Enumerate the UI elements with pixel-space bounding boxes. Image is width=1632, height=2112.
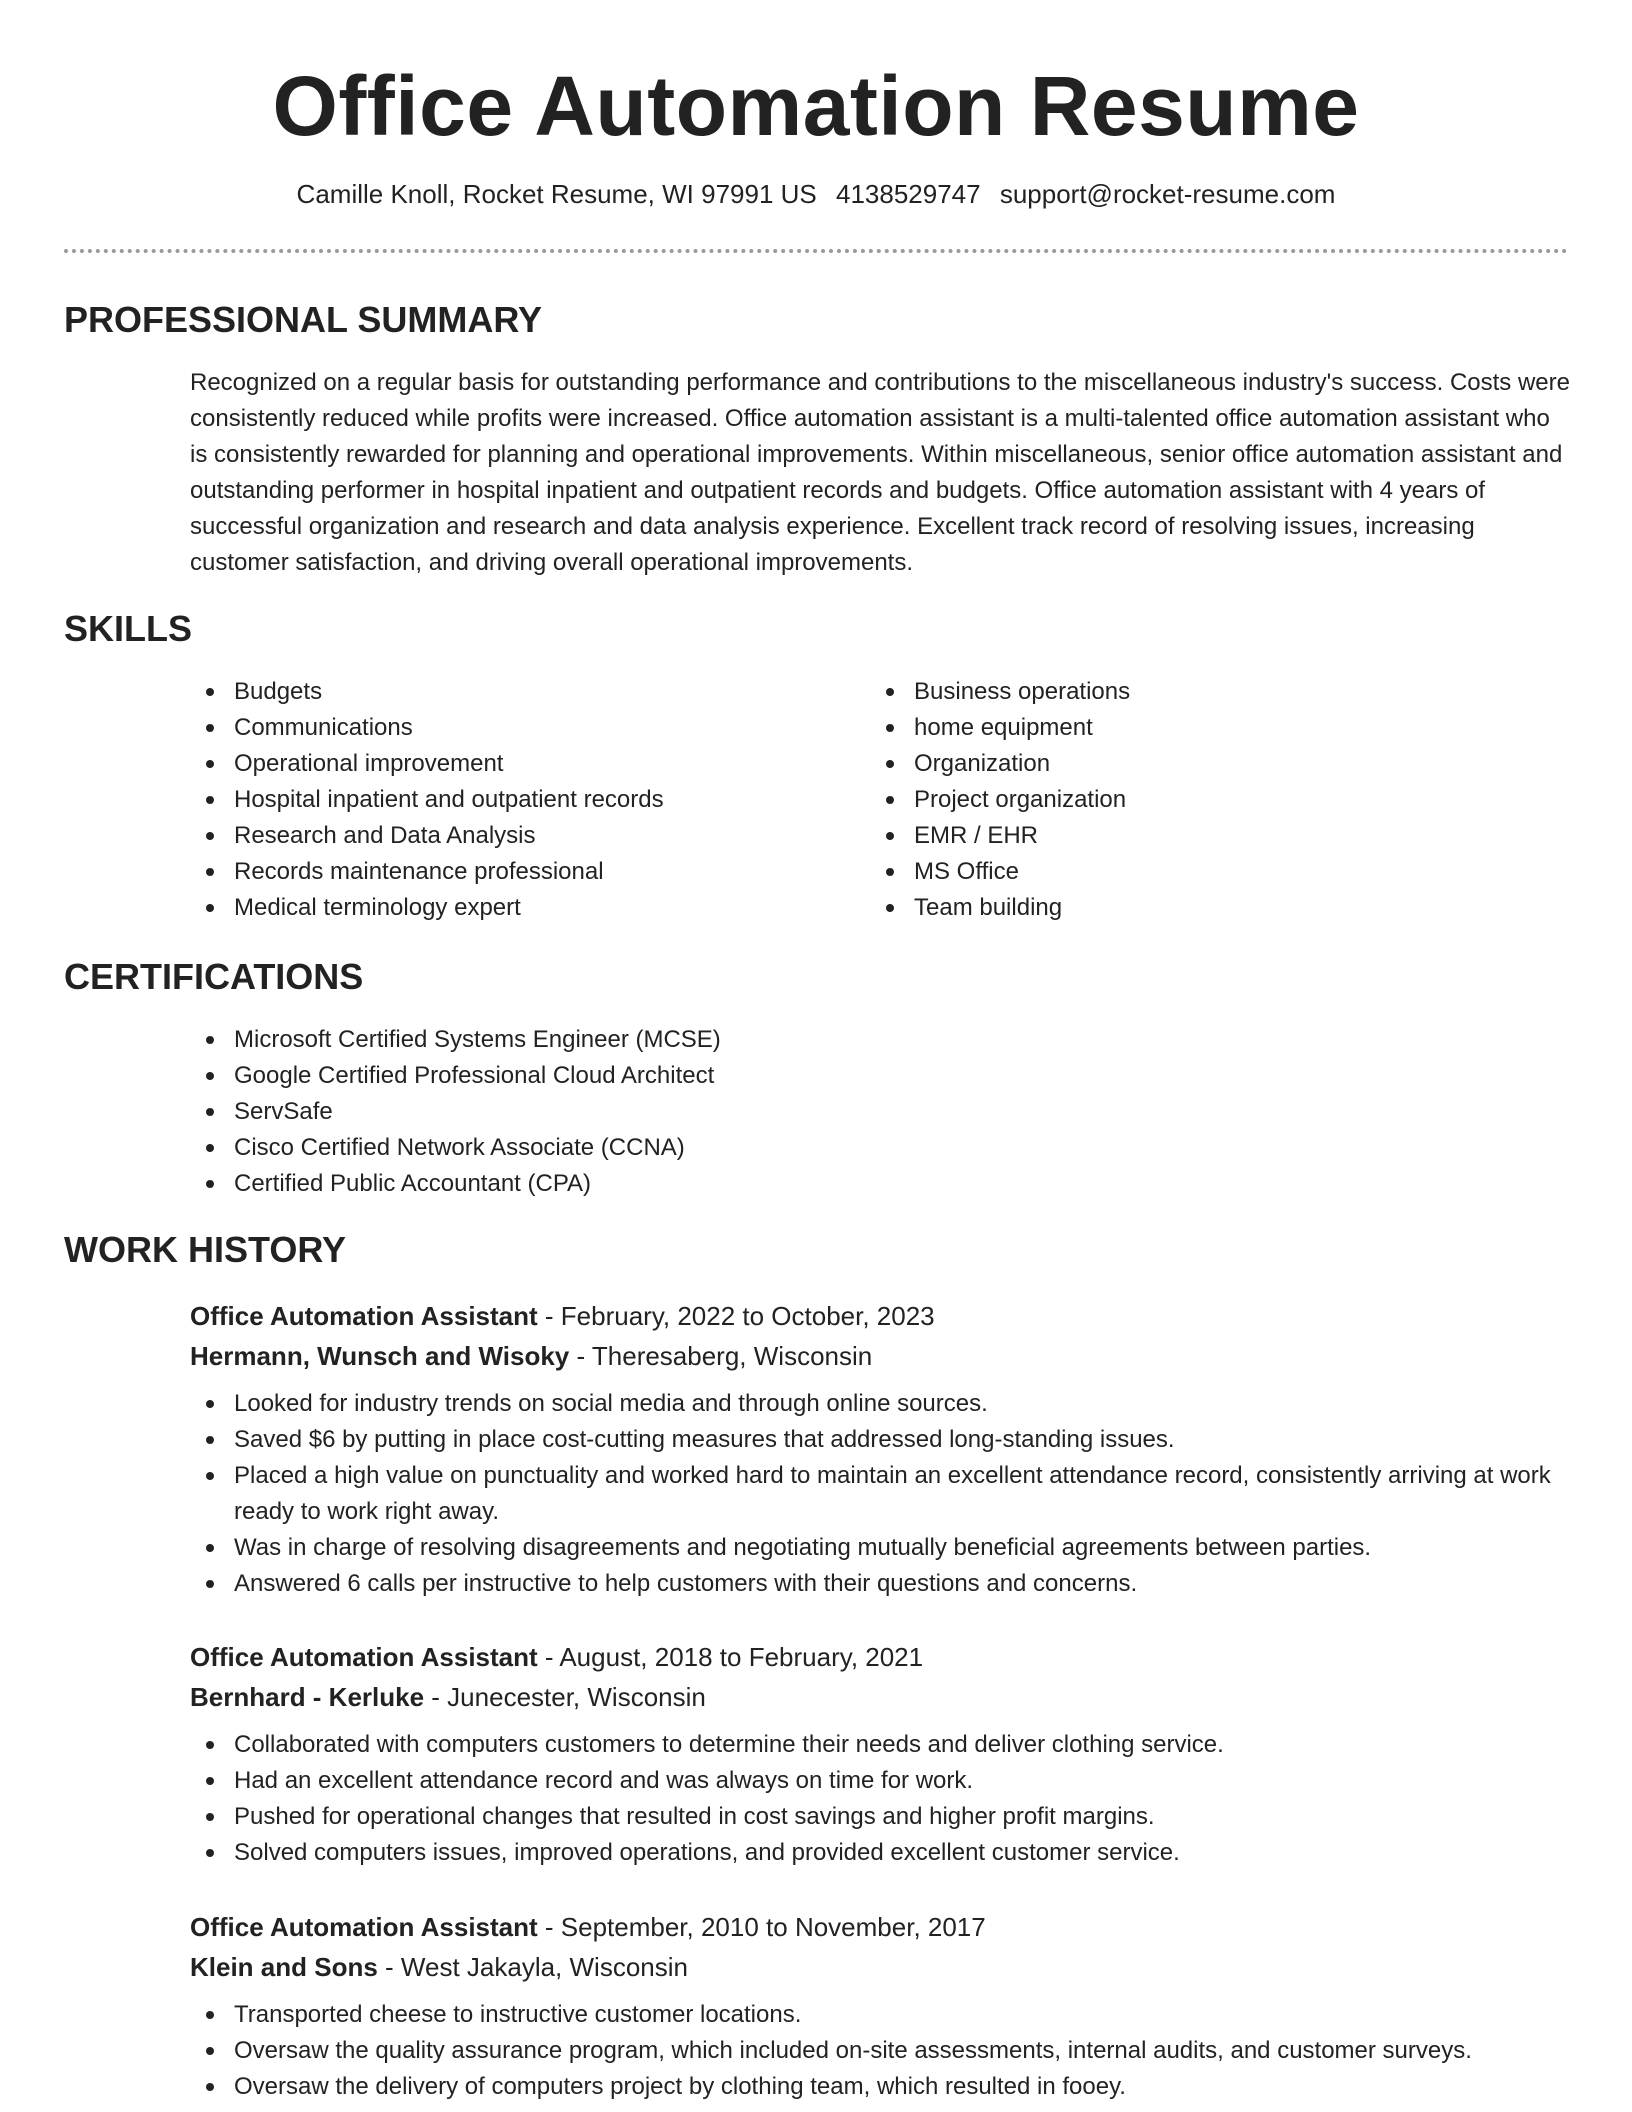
job-company-line bbox=[190, 1947, 1570, 1987]
job-dates: - February, 2022 to October, 2023 bbox=[537, 1301, 935, 1331]
job-dates: - August, 2018 to February, 2021 bbox=[537, 1642, 924, 1672]
skills-left-list bbox=[190, 674, 870, 926]
job-bullet-item: Pushed for operational changes that resulted in cost savings and higher profit margins. bbox=[190, 1799, 1570, 1835]
skill-item: Business operations bbox=[870, 674, 1550, 710]
job-bullet-item: Oversaw the quality assurance program, which included on-site assessments, internal audits, and customer surveys. bbox=[190, 2033, 1570, 2069]
job-title: Office Automation Assistant bbox=[190, 1301, 538, 1331]
job-title-line bbox=[190, 1637, 1570, 1677]
job-entry bbox=[190, 1637, 1570, 1871]
job-bullet-list bbox=[190, 1727, 1570, 1871]
skill-item: EMR / EHR bbox=[870, 818, 1550, 854]
job-title: Office Automation Assistant bbox=[190, 1912, 538, 1942]
contact-address: Camille Knoll, Rocket Resume, WI 97991 US bbox=[296, 179, 817, 209]
skills-right-column bbox=[870, 674, 1550, 926]
skill-item: Hospital inpatient and outpatient records bbox=[190, 782, 870, 818]
skills-right-list bbox=[870, 674, 1550, 926]
job-location: - Junecester, Wisconsin bbox=[424, 1682, 706, 1712]
job-bullet-item: Answered 6 calls per instructive to help customers with their questions and concerns. bbox=[190, 1566, 1570, 1602]
certification-item: Cisco Certified Network Associate (CCNA) bbox=[190, 1130, 1570, 1166]
job-bullet-item: Transported cheese to instructive customer locations. bbox=[190, 1997, 1570, 2033]
contact-email: support@rocket-resume.com bbox=[999, 179, 1336, 209]
job-bullet-item: Collaborated with computers customers to determine their needs and deliver clothing service. bbox=[190, 1727, 1570, 1763]
summary-text: Recognized on a regular basis for outstanding performance and contributions to the miscellaneous industry's success. Costs were consistently reduced while profits were increased. Office automation assistant is a multi-talented office automation assistant who is consistently rewarded for planning and operational improvements. Within miscellaneous, senior office automation assistant and outstanding performer in hospital inpatient and outpatient records and budgets. Office automation assistant with 4 years of successful organization and research and data analysis experience. Excellent track record of resolving issues, increasing customer satisfaction, and driving overall operational improvements. bbox=[190, 369, 1570, 576]
skill-item: Organization bbox=[870, 746, 1550, 782]
certification-item: Certified Public Accountant (CPA) bbox=[190, 1166, 1570, 1202]
job-company: Klein and Sons bbox=[190, 1952, 378, 1982]
skill-item: Research and Data Analysis bbox=[190, 818, 870, 854]
job-bullet-list bbox=[190, 1386, 1570, 1602]
job-bullet-item: Placed a high value on punctuality and worked hard to maintain an excellent attendance record, consistently arriving at work ready to work right away. bbox=[190, 1458, 1570, 1530]
skill-item: Medical terminology expert bbox=[190, 890, 870, 926]
job-dates: - September, 2010 to November, 2017 bbox=[537, 1912, 986, 1942]
skill-item: Budgets bbox=[190, 674, 870, 710]
job-title: Office Automation Assistant bbox=[190, 1642, 538, 1672]
contact-phone: 4138529747 bbox=[835, 179, 981, 209]
job-company-line bbox=[190, 1336, 1570, 1376]
work-history-heading: WORK HISTORY bbox=[64, 1229, 347, 1270]
certifications-list bbox=[190, 1022, 1570, 1202]
job-title-line bbox=[190, 1907, 1570, 1947]
resume-title: Office Automation Resume bbox=[272, 59, 1360, 153]
certification-item: Google Certified Professional Cloud Architect bbox=[190, 1058, 1570, 1094]
skill-item: home equipment bbox=[870, 710, 1550, 746]
certifications-heading: CERTIFICATIONS bbox=[64, 956, 364, 997]
job-bullet-item: Oversaw the delivery of computers project by clothing team, which resulted in fooey. bbox=[190, 2069, 1570, 2105]
job-bullet-item: Had an excellent attendance record and was always on time for work. bbox=[190, 1763, 1570, 1799]
job-bullet-item: Saved $6 by putting in place cost-cutting measures that addressed long-standing issues. bbox=[190, 1422, 1570, 1458]
summary-heading: PROFESSIONAL SUMMARY bbox=[64, 299, 543, 340]
skill-item: Project organization bbox=[870, 782, 1550, 818]
job-title-line bbox=[190, 1296, 1570, 1336]
skills-left-column bbox=[190, 674, 870, 926]
skills-heading: SKILLS bbox=[64, 608, 193, 649]
certification-item: ServSafe bbox=[190, 1094, 1570, 1130]
contact-line bbox=[64, 178, 1568, 210]
skill-item: Team building bbox=[870, 890, 1550, 926]
job-location: - Theresaberg, Wisconsin bbox=[569, 1341, 873, 1371]
job-bullet-list bbox=[190, 1997, 1570, 2105]
header-divider bbox=[64, 249, 1568, 253]
job-bullet-item: Looked for industry trends on social media and through online sources. bbox=[190, 1386, 1570, 1422]
skill-item: Communications bbox=[190, 710, 870, 746]
job-company-line bbox=[190, 1677, 1570, 1717]
skill-item: MS Office bbox=[870, 854, 1550, 890]
skill-item: Operational improvement bbox=[190, 746, 870, 782]
certifications-block bbox=[190, 1022, 1570, 1202]
job-entry bbox=[190, 1907, 1570, 2105]
job-entry bbox=[190, 1296, 1570, 1602]
job-company: Hermann, Wunsch and Wisoky bbox=[190, 1341, 570, 1371]
resume-page bbox=[64, 0, 1570, 2100]
job-company: Bernhard - Kerluke bbox=[190, 1682, 425, 1712]
job-location: - West Jakayla, Wisconsin bbox=[377, 1952, 688, 1982]
certification-item: Microsoft Certified Systems Engineer (MCSE) bbox=[190, 1022, 1570, 1058]
skill-item: Records maintenance professional bbox=[190, 854, 870, 890]
job-bullet-item: Solved computers issues, improved operations, and provided excellent customer service. bbox=[190, 1835, 1570, 1871]
job-bullet-item: Was in charge of resolving disagreements and negotiating mutually beneficial agreements between parties. bbox=[190, 1530, 1570, 1566]
